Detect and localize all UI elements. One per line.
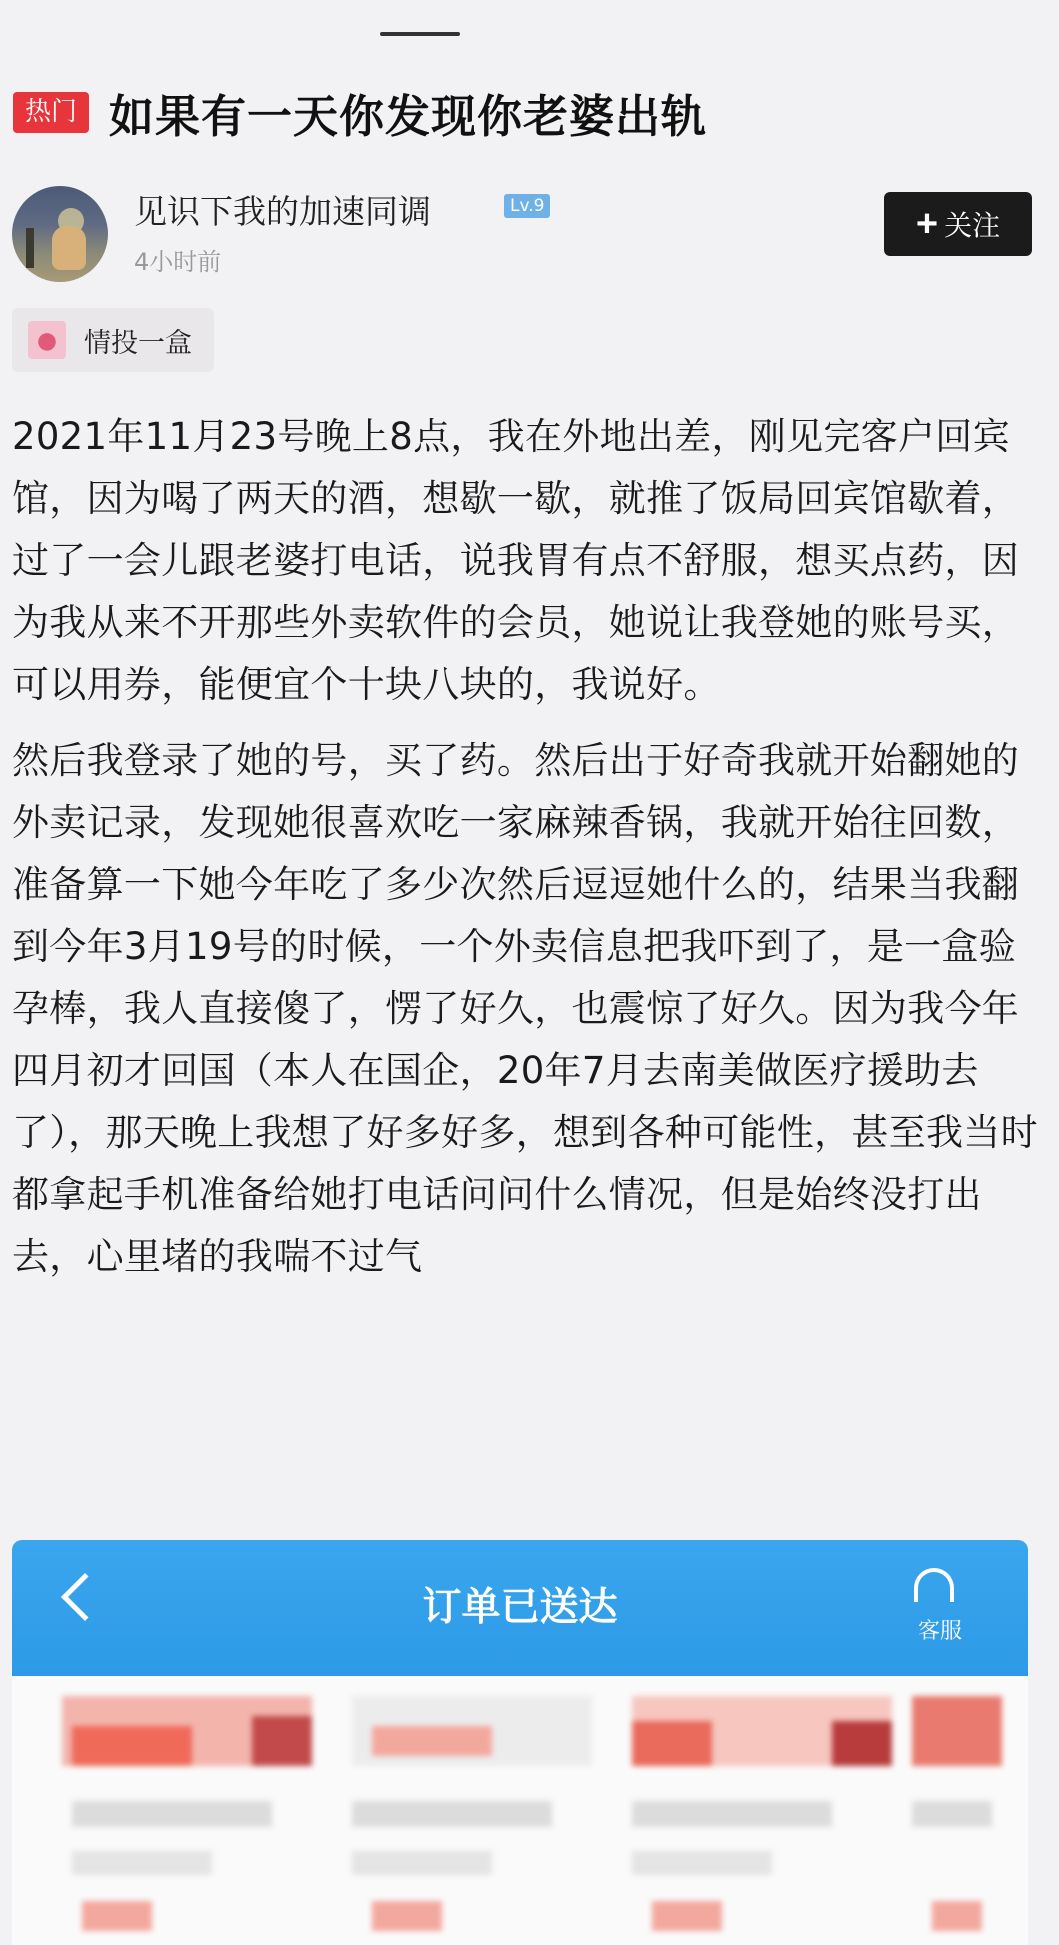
embedded-screenshot[interactable] [12, 1540, 1028, 1945]
blur-block [912, 1801, 992, 1827]
plus-icon: + [915, 203, 939, 245]
embed-title: 订单已送达 [422, 1585, 618, 1630]
avatar-tree-shape [26, 228, 34, 268]
topic-chip[interactable] [12, 308, 214, 372]
blur-block [912, 1696, 1002, 1766]
blur-block [632, 1801, 832, 1827]
follow-button[interactable] [884, 192, 1032, 256]
title-row [13, 80, 707, 145]
blur-block [82, 1901, 152, 1931]
post-title: 如果有一天你发现你老婆出轨 [109, 90, 708, 143]
hot-badge: 热门 [13, 92, 89, 133]
blur-block [72, 1851, 212, 1875]
blur-block [932, 1901, 982, 1931]
embed-header [12, 1540, 1028, 1676]
post-body [12, 406, 1042, 1302]
blur-block [632, 1721, 712, 1766]
topic-label: 情投一盒 [84, 327, 192, 359]
level-badge: Lv.9 [504, 194, 550, 218]
blur-block [352, 1851, 492, 1875]
author-row [12, 186, 1032, 286]
blur-block [632, 1851, 772, 1875]
blurred-order-content [12, 1676, 1028, 1945]
blur-block [652, 1901, 722, 1931]
topic-icon [28, 321, 66, 359]
service-label: 客服 [917, 1619, 962, 1644]
blur-block [372, 1726, 492, 1756]
drag-handle[interactable] [380, 32, 460, 36]
blur-block [372, 1901, 442, 1931]
avatar[interactable] [12, 186, 108, 282]
blur-block [352, 1801, 552, 1827]
follow-label: 关注 [944, 210, 1001, 241]
body-paragraph: 然后我登录了她的号，买了药。然后出于好奇我就开始翻她的外卖记录，发现她很喜欢吃一家麻辣香锅，我就开始往回数，准备算一下她今年吃了多少次然后逗逗她什么的，结果当我翻到今年3月19号的时候，一个外卖信息把我吓到了，是一盒验孕棒，我人直接傻了，愣了好久，也震惊了好久。因为我今年四月初才回国（本人在国企，20年7月去南美做医疗援助去了），那天晚上我想了好多好多，想到各种可能性，甚至我当时都拿起手机准备给她打电话问问什么情况，但是始终没打出去，心里堵的我喘不过气 [12, 739, 1038, 1278]
post-time: 4小时前 [134, 248, 222, 276]
headset-icon [914, 1568, 954, 1602]
avatar-dog-shape [52, 226, 86, 270]
blur-block [72, 1801, 272, 1827]
blur-block [832, 1721, 892, 1766]
blur-block [252, 1716, 312, 1766]
author-name[interactable]: 见识下我的加速同调 [134, 192, 431, 231]
blur-block [72, 1726, 192, 1766]
body-paragraph: 2021年11月23号晚上8点，我在外地出差，刚见完客户回宾馆，因为喝了两天的酒，想歇一歇，就推了饭局回宾馆歇着，过了一会儿跟老婆打电话，说我胃有点不舒服，想买点药，因为我从来不开那些外卖软件的会员，她说让我登她的账号买，可以用券，能便宜个十块八块的，我说好。 [12, 415, 1020, 706]
